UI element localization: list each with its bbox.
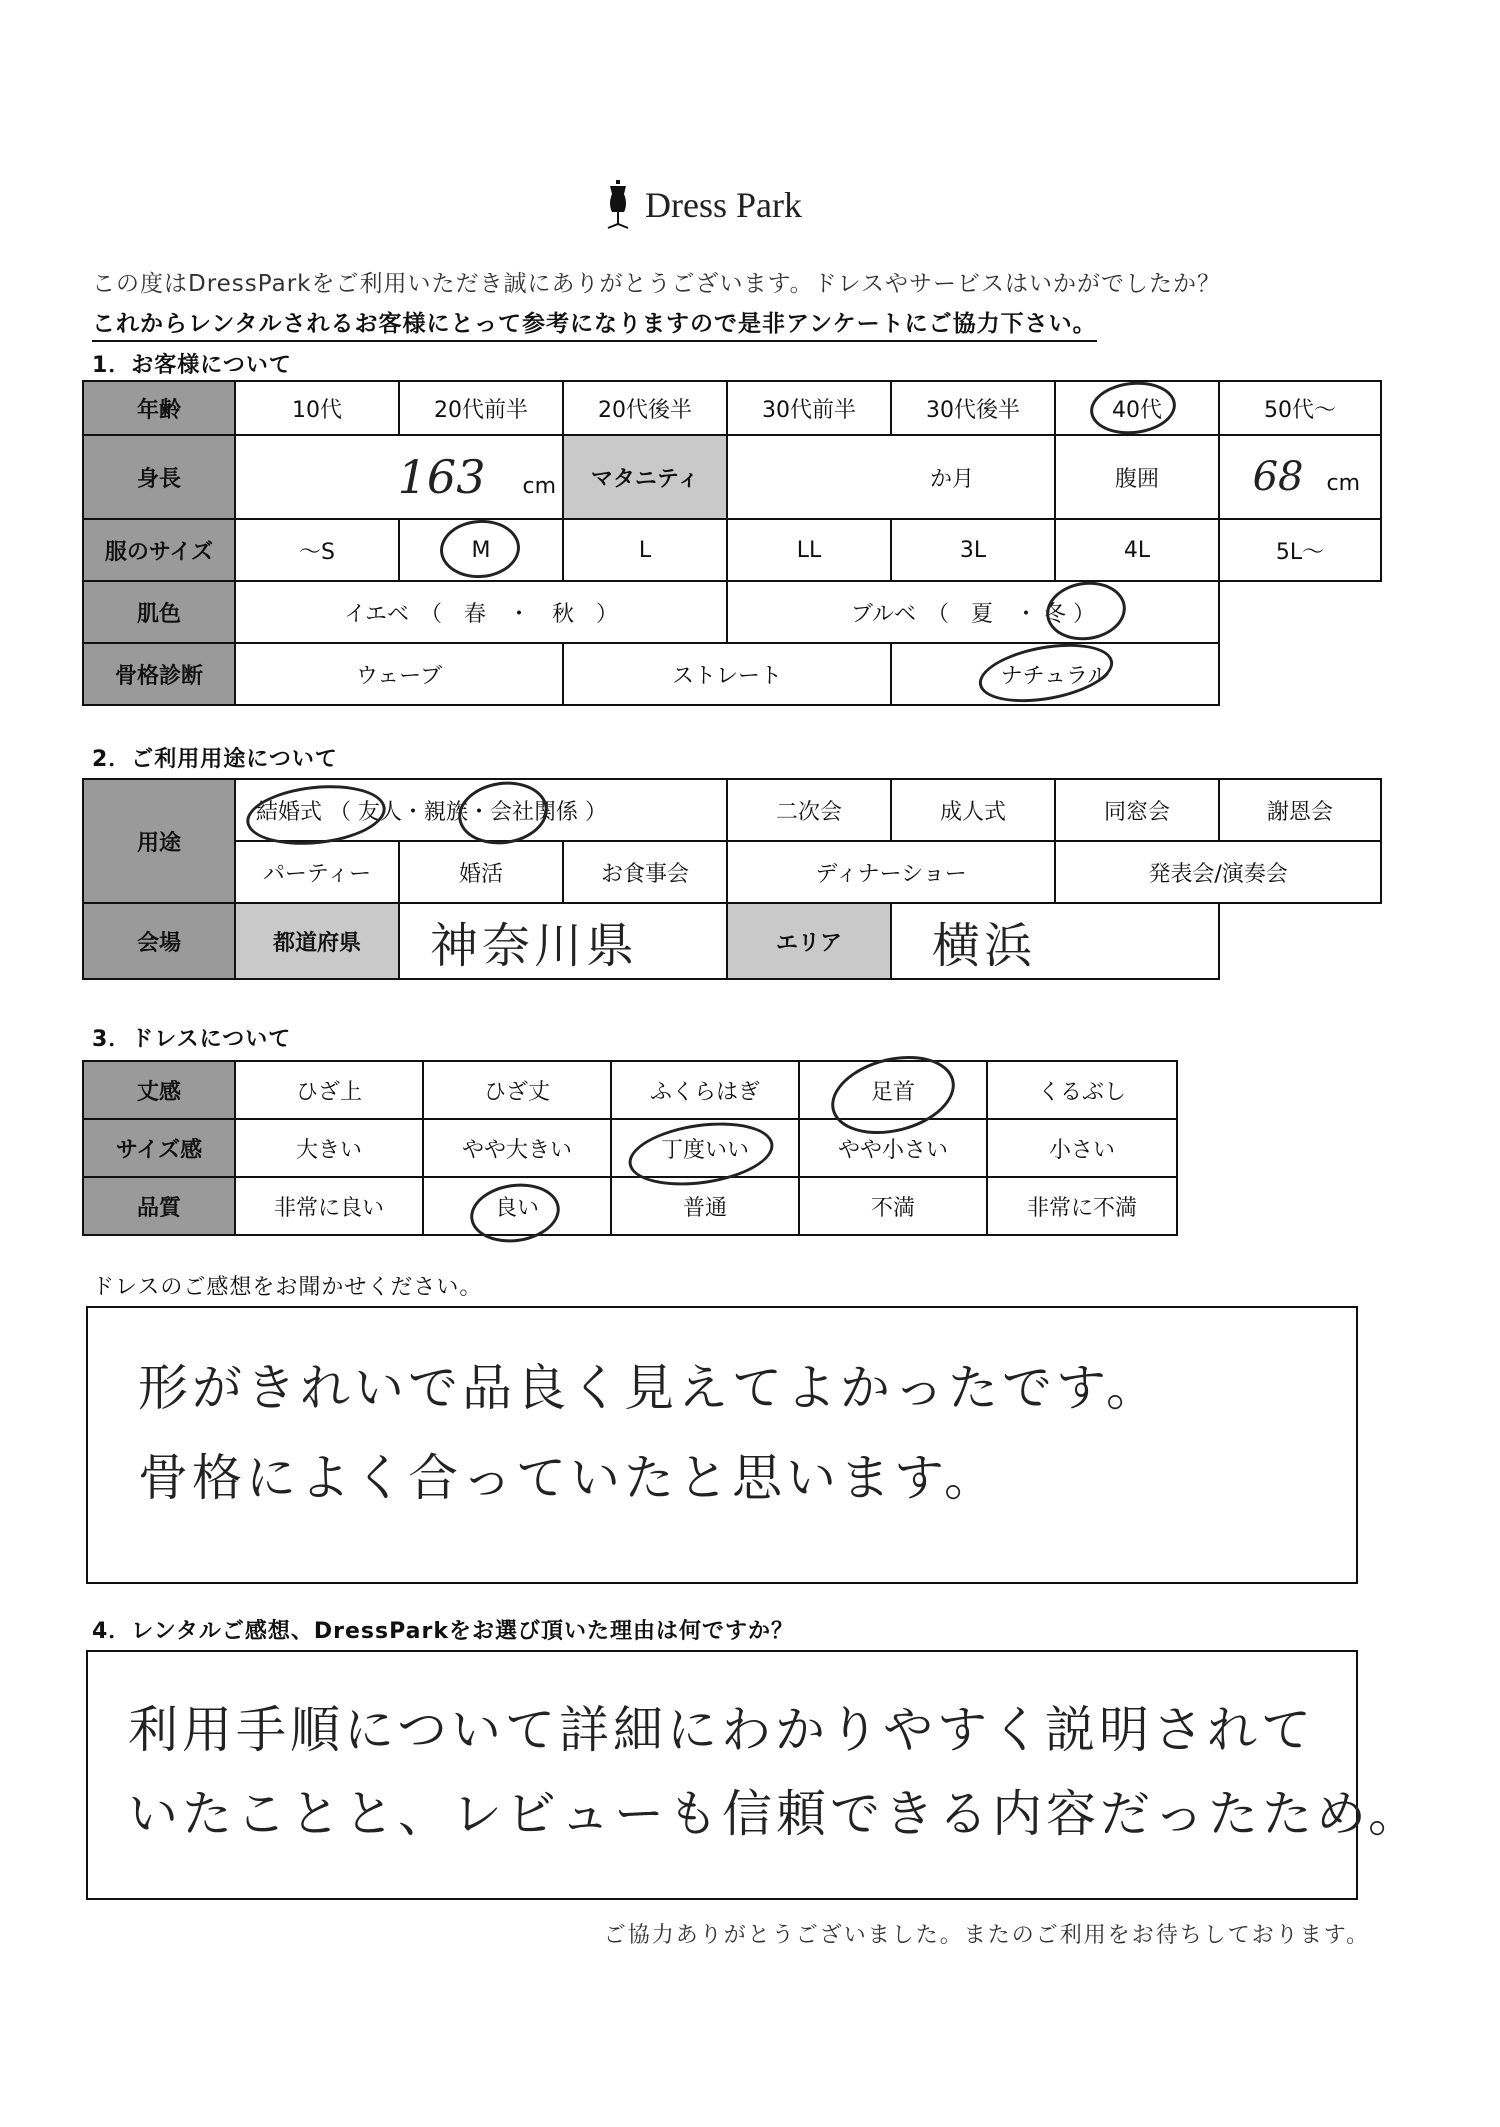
length-option-knee[interactable]: ひざ丈 [423,1061,611,1119]
purpose-option-dinner[interactable]: お食事会 [563,841,727,903]
quality-label: 品質 [83,1177,235,1235]
frame-option-straight[interactable]: ストレート [563,643,891,705]
quality-option-very-good[interactable]: 非常に良い [235,1177,423,1235]
age-option-40s[interactable]: 40代 [1055,381,1219,435]
waist-value: 68 [1252,454,1304,500]
frame-option-wave[interactable]: ウェーブ [235,643,563,705]
venue-label: 会場 [83,903,235,979]
skin-blue-prefix: ブルベ （ 夏 ・ [850,601,1038,627]
age-option-early-30s[interactable]: 30代前半 [727,381,891,435]
height-unit: cm [522,474,556,499]
empty-cell [1219,581,1381,643]
frame-option-natural[interactable]: ナチュラル [891,643,1219,705]
intro-line-2: これからレンタルされるお客様にとって参考になりますので是非アンケートにご協力下さい。 [92,305,1097,342]
purpose-row-1 [83,779,1381,841]
section-4-title: 4．レンタルご感想、DressParkをお選び頂いた理由は何ですか？ [92,1619,794,1644]
size-option-3l[interactable]: 3L [891,519,1055,581]
size-option-s[interactable]: 〜S [235,519,399,581]
skin-option-yellow[interactable]: イエベ （ 春 ・ 秋 ） [235,581,727,643]
fit-option-slightly-large[interactable]: やや大きい [423,1119,611,1177]
section-3-title: 3．ドレスについて [92,1027,292,1052]
purpose-label: 用途 [83,779,235,903]
age-option-late-30s[interactable]: 30代後半 [891,381,1055,435]
customer-table [82,380,1382,706]
age-option-50s[interactable]: 50代〜 [1219,381,1381,435]
fit-label: サイズ感 [83,1119,235,1177]
age-option-late-20s[interactable]: 20代後半 [563,381,727,435]
purpose-option-wedding[interactable] [235,779,727,841]
area-value: 横浜 [932,917,1037,974]
purpose-option-afterparty[interactable]: 二次会 [727,779,891,841]
size-row [83,519,1381,581]
purpose-option-coming-of-age[interactable]: 成人式 [891,779,1055,841]
section-2-title: 2．ご利用用途について [92,747,338,772]
fit-row [83,1119,1177,1177]
closing-message: ご協力ありがとうございました。またのご利用をお待ちしております。 [603,1923,1370,1948]
logo-text: Dress Park [645,185,802,225]
section-1-title: 1．お客様について [92,353,292,378]
size-option-5l[interactable]: 5L〜 [1219,519,1381,581]
length-option-ankle[interactable]: 足首 [799,1061,987,1119]
purpose-option-thanks-party[interactable]: 謝恩会 [1219,779,1381,841]
size-label: 服のサイズ [83,519,235,581]
skin-label: 肌色 [83,581,235,643]
area-field[interactable] [891,903,1219,979]
maternity-label: マタニティ [563,435,727,519]
quality-option-unsatisfied[interactable]: 不満 [799,1177,987,1235]
quality-option-very-unsatisfied[interactable]: 非常に不満 [987,1177,1177,1235]
length-option-calf[interactable]: ふくらはぎ [611,1061,799,1119]
length-option-anklebone[interactable]: くるぶし [987,1061,1177,1119]
quality-option-average[interactable]: 普通 [611,1177,799,1235]
venue-row [83,903,1381,979]
length-row [83,1061,1177,1119]
size-option-m[interactable]: M [399,519,563,581]
fit-option-small[interactable]: 小さい [987,1119,1177,1177]
fit-option-just-right[interactable]: 丁度いい [611,1119,799,1177]
dress-table [82,1060,1178,1236]
area-label: エリア [727,903,891,979]
waist-field[interactable] [1219,435,1381,519]
waist-label: 腹囲 [1055,435,1219,519]
skin-option-blue[interactable] [727,581,1219,643]
wedding-sub-options[interactable]: （ 友人・親族・会社関係 ） [329,799,608,825]
intro-line-1: この度はDressParkをご利用いただき誠にありがとうございます。ドレスやサービスはいかがでしたか？ [92,271,1221,297]
empty-cell [1219,903,1381,979]
fit-option-slightly-small[interactable]: やや小さい [799,1119,987,1177]
purpose-option-reunion[interactable]: 同窓会 [1055,779,1219,841]
purpose-row-2 [83,841,1381,903]
skin-blue-winter[interactable]: 冬 [1044,601,1067,627]
age-label: 年齢 [83,381,235,435]
dress-comment-box[interactable] [86,1306,1358,1584]
fit-option-large[interactable]: 大きい [235,1119,423,1177]
dress-comment-prompt: ドレスのご感想をお聞かせください。 [92,1275,483,1300]
purpose-option-konkatsu[interactable]: 婚活 [399,841,563,903]
prefecture-value: 神奈川県 [430,917,639,974]
rental-comment-box[interactable] [86,1650,1422,1900]
height-value: 163 [397,450,486,504]
dress-comment-line-1: 形がきれいで品良く見えてよかったです。 [138,1359,1160,1417]
dress-comment-line-2: 骨格によく合っていたと思います。 [138,1449,998,1507]
size-option-4l[interactable]: 4L [1055,519,1219,581]
skin-blue-suffix: ） [1073,601,1096,627]
purpose-option-recital[interactable]: 発表会/演奏会 [1055,841,1381,903]
frame-label: 骨格診断 [83,643,235,705]
wedding-label[interactable]: 結婚式 [256,799,323,825]
length-option-above-knee[interactable]: ひざ上 [235,1061,423,1119]
dress-form-icon [600,180,636,230]
quality-option-good[interactable]: 良い [423,1177,611,1235]
height-label: 身長 [83,435,235,519]
age-option-10s[interactable]: 10代 [235,381,399,435]
age-row [83,381,1381,435]
maternity-unit: か月 [929,466,974,492]
rental-comment-line-1: 利用手順について詳細にわかりやすく説明されて [128,1701,1315,1759]
height-field[interactable] [235,435,563,519]
empty-cell [1219,643,1381,705]
prefecture-label: 都道府県 [235,903,399,979]
quality-row [83,1177,1177,1235]
size-option-ll[interactable]: LL [727,519,891,581]
skin-row [83,581,1381,643]
size-option-l[interactable]: L [563,519,727,581]
rental-comment-line-2: いたことと、レビューも信頼できる内容だったため。 [128,1785,1422,1843]
logo [600,180,900,230]
waist-unit: cm [1326,471,1360,496]
length-label: 丈感 [83,1061,235,1119]
maternity-field[interactable] [727,435,1055,519]
purpose-table [82,778,1382,980]
age-option-early-20s[interactable]: 20代前半 [399,381,563,435]
purpose-option-dinner-show[interactable]: ディナーショー [727,841,1055,903]
measure-row [83,435,1381,519]
purpose-option-party[interactable]: パーティー [235,841,399,903]
frame-row [83,643,1381,705]
prefecture-field[interactable] [399,903,727,979]
